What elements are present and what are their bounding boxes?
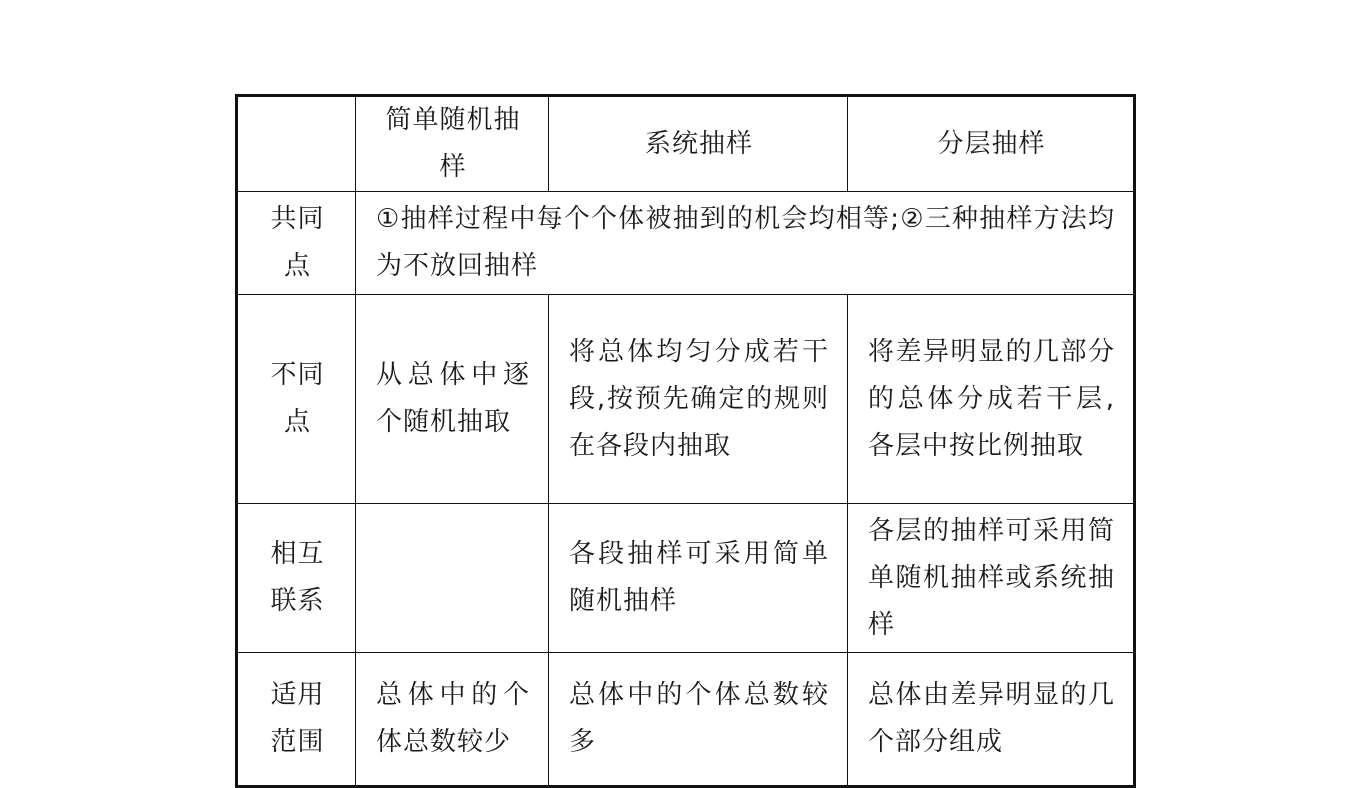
row-label-text: 相互联系 (270, 539, 325, 616)
table-cell: 总体中的个体总数较多 (549, 653, 848, 787)
table-row (237, 295, 1135, 504)
header-systematic-sampling: 系统抽样 (549, 96, 848, 192)
table-cell: 从总体中逐个随机抽取 (356, 295, 549, 504)
table-cell: 各段抽样可采用简单随机抽样 (549, 504, 848, 653)
row-label-similarities: 共同点 (237, 192, 356, 295)
row-label-relationship (237, 504, 356, 653)
table-row (237, 192, 1135, 295)
table-cell: 各层的抽样可采用简单随机抽样或系统抽样 (848, 504, 1135, 653)
header-simple-random-sampling: 简单随机抽样 (356, 96, 549, 192)
similarities-cell: ①抽样过程中每个个体被抽到的机会均相等;②三种抽样方法均为不放回抽样 (356, 192, 1135, 295)
table-row (237, 504, 1135, 653)
row-label-differences: 不同点 (237, 295, 356, 504)
sampling-comparison-table (235, 94, 1136, 788)
table-cell: 将总体均匀分成若干段,按预先确定的规则在各段内抽取 (549, 295, 848, 504)
header-row (237, 96, 1135, 192)
table-row (237, 653, 1135, 787)
table-cell: 将差异明显的几部分的总体分成若干层,各层中按比例抽取 (848, 295, 1135, 504)
row-label-text: 适用范围 (270, 680, 325, 757)
header-stratified-sampling: 分层抽样 (848, 96, 1135, 192)
row-label-scope (237, 653, 356, 787)
table-cell: 总体由差异明显的几个部分组成 (848, 653, 1135, 787)
table-cell: 总体中的个体总数较少 (356, 653, 549, 787)
table-cell (356, 504, 549, 653)
corner-cell (237, 96, 356, 192)
